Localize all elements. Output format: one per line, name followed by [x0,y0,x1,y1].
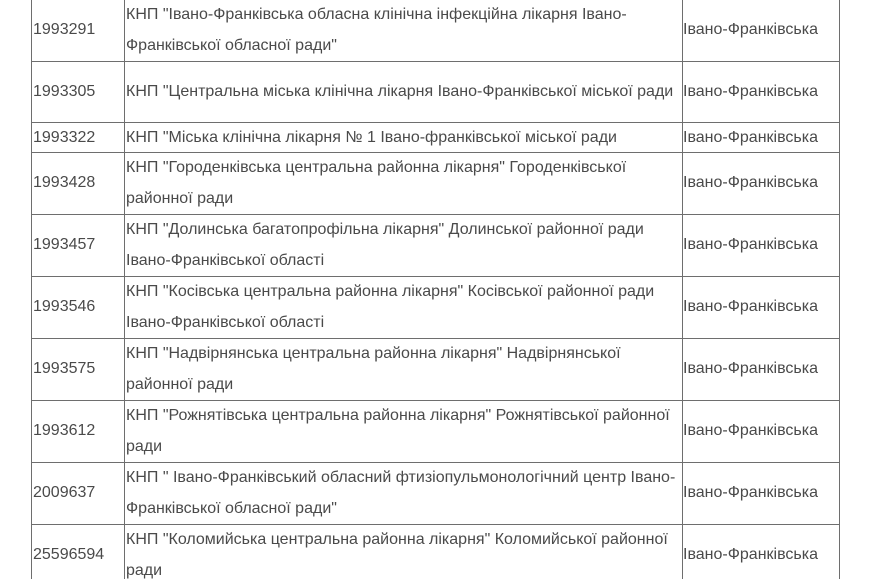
code-cell: 2009637 [32,463,125,525]
table-row [32,123,840,153]
region-cell: Івано-Франківська [683,123,840,153]
name-cell: КНП "Коломийська центральна районна лікарня" Коломийської районної ради [125,525,683,579]
code-cell: 1993457 [32,215,125,277]
name-cell: КНП "Міська клінічна лікарня № 1 Івано-франківської міської ради [125,123,683,153]
table-row [32,62,840,123]
code-cell: 1993322 [32,123,125,153]
code-cell: 1993428 [32,153,125,215]
region-cell: Івано-Франківська [683,401,840,463]
region-cell: Івано-Франківська [683,62,840,123]
table-row [32,525,840,579]
name-cell: КНП "Городенківська центральна районна лікарня" Городенківської районної ради [125,153,683,215]
region-cell: Івано-Франківська [683,525,840,579]
name-cell: КНП "Центральна міська клінічна лікарня Івано-Франківської міської ради [125,62,683,123]
name-cell: КНП "Івано-Франківська обласна клінічна інфекційна лікарня Івано-Франківської обласної ради" [125,0,683,62]
code-cell: 1993291 [32,0,125,62]
code-cell: 1993612 [32,401,125,463]
table-row [32,401,840,463]
code-cell: 1993305 [32,62,125,123]
region-cell: Івано-Франківська [683,339,840,401]
region-cell: Івано-Франківська [683,0,840,62]
code-cell: 1993575 [32,339,125,401]
name-cell: КНП "Косівська центральна районна лікарня" Косівської районної ради Івано-Франківської області [125,277,683,339]
region-cell: Івано-Франківська [683,277,840,339]
table-row [32,463,840,525]
region-cell: Івано-Франківська [683,215,840,277]
hospitals-table-body [32,0,840,579]
name-cell: КНП "Рожнятівська центральна районна лікарня" Рожнятівської районної ради [125,401,683,463]
code-cell: 1993546 [32,277,125,339]
table-row [32,215,840,277]
name-cell: КНП "Надвірнянська центральна районна лікарня" Надвірнянської районної ради [125,339,683,401]
table-row [32,277,840,339]
table-row [32,0,840,62]
region-cell: Івано-Франківська [683,153,840,215]
hospitals-table [31,0,840,579]
name-cell: КНП "Долинська багатопрофільна лікарня" Долинської районної ради Івано-Франківської області [125,215,683,277]
code-cell: 25596594 [32,525,125,579]
table-row [32,339,840,401]
name-cell: КНП " Івано-Франківський обласний фтизіопульмонологічний центр Івано-Франківської обласної ради" [125,463,683,525]
table-row [32,153,840,215]
region-cell: Івано-Франківська [683,463,840,525]
